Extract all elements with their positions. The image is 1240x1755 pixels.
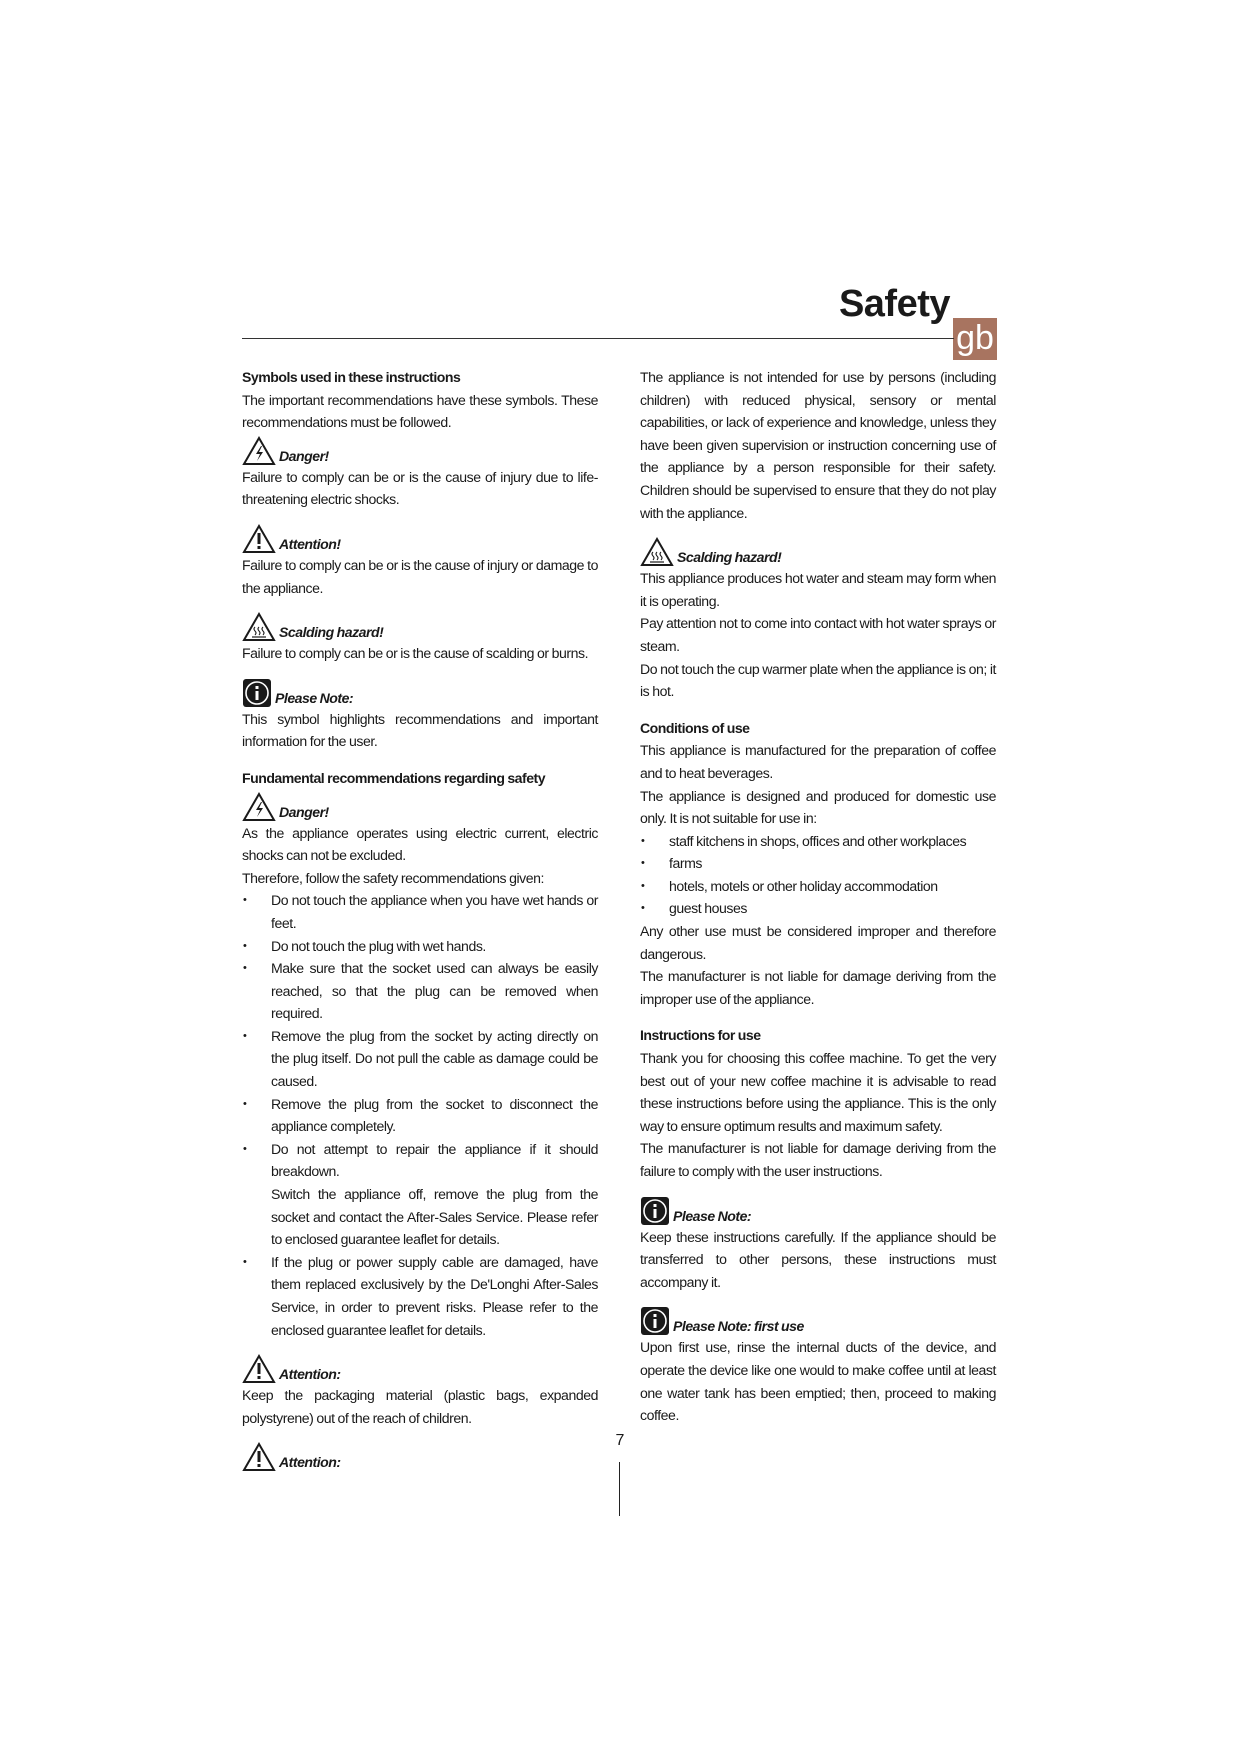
header-divider: [242, 338, 954, 339]
scalding-label: Scalding hazard!: [279, 624, 384, 641]
page-number-rule: [619, 1462, 620, 1516]
info-icon: [640, 1196, 670, 1226]
intro-text: The appliance is not intended for use by persons (including children) with reduced physical, sensory or mental capabilities, or lack of experience and knowledge, unless they have been given supervision or instruction concerning use of the appliance by a person responsible for their safety. Children should be supervised to ensure that they do not play with the appliance.: [640, 369, 996, 521]
note-text-right: Keep these instructions carefully. If the appliance should be transferred to other persons, these instructions must accompany it.: [640, 1228, 996, 1290]
conditions-paragraph: The appliance is designed and produced for domestic use only. It is not suitable for use in:: [640, 787, 996, 827]
list-item-extra: Switch the appliance off, remove the plug from the socket and contact the After-Sales Service. Please refer to enclosed guarantee leaflet for details.: [271, 1186, 598, 1248]
list-item: • farms: [640, 852, 996, 875]
danger-label: Danger!: [279, 447, 329, 464]
page-number: 7: [615, 1432, 625, 1449]
note-label-right: Please Note:: [673, 1207, 752, 1224]
list-item: • Do not touch the appliance when you have wet hands or feet.: [242, 889, 598, 934]
list-item: • Remove the plug from the socket to disconnect the appliance completely.: [242, 1093, 598, 1138]
safety-bullets: [242, 889, 598, 1341]
list-item: • If the plug or power supply cable are damaged, have them replaced exclusively by the De'Longhi After-Sales Service, in order to prevent risks. Please refer to the enclosed guarantee leaflet for details.: [242, 1251, 598, 1341]
conditions-paragraph: Any other use must be considered improper and therefore dangerous.: [640, 923, 996, 962]
attention-text: Failure to comply can be or is the cause of injury or damage to the appliance.: [242, 556, 598, 596]
note-heading: [242, 676, 598, 708]
conditions-paragraph: This appliance is manufactured for the preparation of coffee and to heat beverages.: [640, 742, 996, 781]
scald-paragraph: This appliance produces hot water and steam may form when it is operating.: [640, 570, 996, 609]
symbols-intro: The important recommendations have these symbols. These recommendations must be followed.: [242, 391, 598, 431]
note-text: This symbol highlights recommendations and important information for the user.: [242, 710, 598, 750]
right-column: [640, 366, 996, 1427]
note-heading-right: [640, 1194, 996, 1226]
list-item: • staff kitchens in shops, offices and other workplaces: [640, 830, 996, 853]
danger2-label: Danger!: [279, 803, 329, 820]
section-title-fundamental: Fundamental recommendations regarding safety: [242, 769, 546, 786]
attention2-text: Keep the packaging material (plastic bags, expanded polystyrene) out of the reach of children.: [242, 1387, 598, 1426]
danger2-text: As the appliance operates using electric current, electric shocks can not be excluded.: [242, 824, 598, 864]
section-title-conditions: Conditions of use: [640, 719, 750, 736]
section-title-instructions: Instructions for use: [640, 1027, 761, 1044]
danger-heading: [242, 434, 598, 466]
note-first-use-text: Upon first use, rinse the internal ducts of the device, and operate the device like one would to make coffee until at least one water tank has been emptied; then, proceed to making coffee.: [640, 1339, 996, 1424]
instructions-paragraph: Thank you for choosing this coffee machine. To get the very best out of your new coffee machine it is advisable to read these instructions before using the appliance. This is the only way to ensure optimum results and maximum safety.: [640, 1050, 996, 1134]
list-item: • Make sure that the socket used can always be easily reached, so that the plug can be removed when required.: [242, 957, 598, 1025]
danger2-heading: [242, 790, 598, 822]
note-label: Please Note:: [275, 689, 354, 706]
page-title: Safety: [838, 283, 950, 325]
scalding-heading: [242, 610, 598, 642]
list-item: • Do not touch the plug with wet hands.: [242, 935, 598, 958]
language-badge: gb: [953, 318, 997, 360]
conditions-paragraph: The manufacturer is not liable for damage deriving from the improper use of the appliance.: [640, 968, 996, 1007]
follow-text: Therefore, follow the safety recommendations given:: [242, 869, 545, 886]
list-item: • hotels, motels or other holiday accommodation: [640, 875, 996, 898]
left-column: [242, 366, 598, 1472]
danger-text: Failure to comply can be or is the cause of injury due to life-threatening electric shocks.: [242, 468, 598, 508]
scalding-heading-right: [640, 535, 996, 567]
hot-surface-warning-icon: [242, 612, 276, 642]
hot-surface-warning-icon: [640, 537, 674, 567]
attention2-label: Attention:: [279, 1366, 341, 1383]
attention-warning-icon: [242, 524, 276, 554]
electric-shock-warning-icon: [242, 792, 276, 822]
electric-shock-warning-icon: [242, 436, 276, 466]
section-title-symbols: Symbols used in these instructions: [242, 369, 461, 385]
scalding-text: Failure to comply can be or is the cause of scalding or burns.: [242, 645, 589, 662]
attention3-label: Attention:: [279, 1454, 341, 1471]
list-item: [242, 1138, 598, 1251]
attention3-heading: [242, 1440, 598, 1472]
conditions-bullets: [640, 830, 996, 920]
instructions-paragraph: The manufacturer is not liable for damage deriving from the failure to comply with the user instructions.: [640, 1140, 996, 1179]
info-icon: [640, 1306, 670, 1336]
attention-warning-icon: [242, 1442, 276, 1472]
attention-label: Attention!: [279, 535, 341, 552]
list-item: • Remove the plug from the socket by acting directly on the plug itself. Do not pull the cable as damage could be caused.: [242, 1025, 598, 1093]
note-first-use-heading: [640, 1304, 996, 1336]
scald-paragraph: Pay attention not to come into contact with hot water sprays or steam.: [640, 615, 996, 654]
attention-warning-icon: [242, 1354, 276, 1384]
attention-heading: [242, 522, 598, 554]
list-item-text: Do not attempt to repair the appliance if it should breakdown.: [271, 1140, 598, 1180]
scalding-label-right: Scalding hazard!: [677, 549, 782, 566]
scald-paragraph: Do not touch the cup warmer plate when the appliance is on; it is hot.: [640, 660, 996, 700]
info-icon: [242, 678, 272, 708]
note-first-use-label: Please Note: first use: [673, 1318, 804, 1335]
attention2-heading: [242, 1352, 598, 1384]
list-item: • guest houses: [640, 897, 996, 920]
